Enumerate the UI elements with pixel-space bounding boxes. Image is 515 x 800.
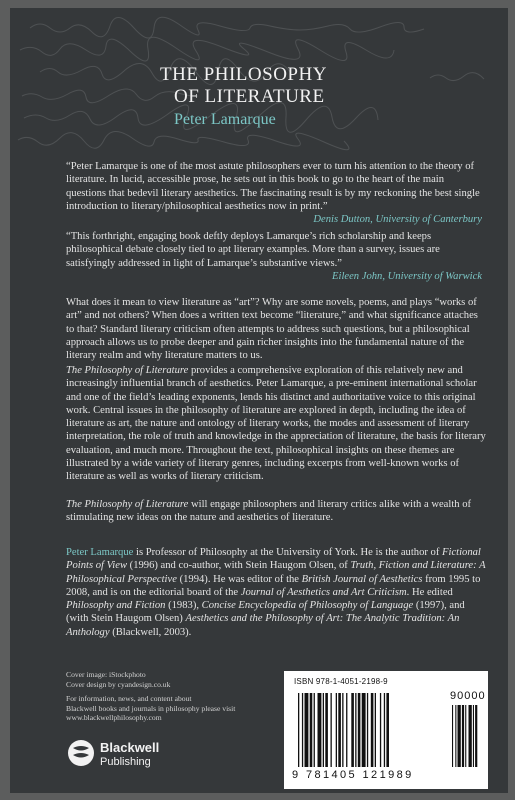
publisher-info: [66, 694, 235, 723]
barcode-digits: 9 781405 121989: [292, 769, 414, 781]
cover-design-credit: Cover design by cyandesign.co.uk: [66, 679, 171, 689]
logo-word-blackwell: Blackwell: [100, 740, 160, 755]
book-title-line-1: THE PHILOSOPHY: [160, 64, 327, 85]
bio-text: (Blackwell, 2003).: [109, 626, 192, 638]
isbn-text: ISBN 978-1-4051-2198-9: [294, 677, 388, 686]
book-author: Peter Lamarque: [174, 111, 276, 128]
book-title-italic: The Philosophy of Literature: [66, 499, 189, 510]
praise-quote-2: [66, 230, 486, 283]
bio-work-title: Fictional Points of View: [66, 547, 481, 572]
price-code: 90000: [450, 690, 486, 702]
praise-quote-1: [66, 160, 486, 226]
bio-text: (1997), and (with Stein Haugom Olsen): [66, 600, 465, 625]
bio-text: from 1995 to 2008, and is on the editorial board of the: [66, 573, 481, 598]
blackwell-logo-icon: [66, 738, 96, 768]
description-paragraph-3: [66, 498, 486, 525]
logo-word-publishing: Publishing: [100, 756, 151, 768]
bio-work-title: Aesthetics and the Philosophy of Art: The Analytic Tradition: An Anthology: [66, 613, 460, 638]
title-block: [160, 64, 420, 129]
bio-work-title: Philosophy and Fiction: [66, 600, 166, 612]
bio-text: (1983),: [165, 600, 202, 612]
bio-work-title: Journal of Aesthetics and Art Criticism: [240, 586, 407, 598]
description-text: What does it mean to view literature as “art”? Why are some novels, poems, and plays “works of art” and not others? When does a written text become “literature,” and what significance attaches to that? Standard literary criticism often attempts to address such questions, but a philosophical approach allows us to probe deeper and gain richer insights into the fundamental nature of the literary realm and why literature matters to us.: [66, 297, 478, 362]
publisher-logo: [66, 738, 160, 773]
book-title-italic: The Philosophy of Literature: [66, 365, 189, 376]
bio-text: (1996) and co-author, with Stein Haugom Olsen, of: [127, 560, 351, 572]
book-title-line-2: OF LITERATURE: [174, 86, 325, 107]
bio-author-name: Peter Lamarque: [66, 547, 134, 558]
info-website: www.blackwellphilosophy.com: [66, 713, 162, 723]
bio-text: is Professor of Philosophy at the University of York. He is the author of: [133, 547, 443, 558]
quote-text: “Peter Lamarque is one of the most astute philosophers ever to turn his attention to the theory of literature. In lucid, accessible prose, he sets out in this book to go to the heart of the main questions that bedevil literary aesthetics. The fascinating result is by my reckoning the best single introduction to literary/philosophical aesthetics now in print.”: [66, 161, 480, 212]
quote-attribution: Eileen John, University of Warwick: [332, 270, 482, 282]
description-paragraph-1: [66, 296, 486, 362]
bio-text: (1994). He was editor of the: [176, 573, 302, 585]
back-cover: [10, 8, 508, 793]
description-text: will engage philosophers and literary critics alike with a wealth of stimulating new ideas on the nature and aesthetics of literature.: [66, 499, 472, 524]
cover-credits: [66, 670, 170, 689]
quote-text: “This forthright, engaging book deftly deploys Lamarque’s rich scholarship and keeps philosophical debate closely tied to apt literary examples. More than a survey, issues are satisfyingly addressed in light of Lamarque’s substantive views.”: [66, 231, 440, 269]
info-line-2: Blackwell books and journals in philosophy please visit: [66, 703, 236, 713]
bio-work-title: Truth, Fiction and Literature: A Philosophical Perspective: [66, 560, 486, 585]
description-paragraph-2: [66, 364, 486, 484]
info-line-1: For information, news, and content about: [66, 694, 192, 703]
barcode-label: [284, 671, 488, 789]
quote-attribution: Denis Dutton, University of Canterbury: [313, 214, 482, 226]
barcode-icon: [294, 689, 478, 769]
bio-work-title: Concise Encyclopedia of Philosophy of Language: [201, 600, 414, 612]
author-bio: [66, 546, 486, 639]
description-text: provides a comprehensive exploration of this relatively new and increasingly influential branch of aesthetics. Peter Lamarque, a pre-eminent international scholar and one of the field’s leading exponents, lends his distinct and authoritative voice to this original work. Central issues in the philosophy of literature are explored in depth, including the idea of literature as art, the nature and ontology of literary works, the modes and assessment of literary interpretation, the role of truth and knowledge in the appreciation of literature, the basis for literary evaluation, and much more. Throughout the text, philosophical insights on these themes are illustrated by a wide variety of literary genres, including excerpts from well-known works of literature as well as works of literary criticism.: [66, 365, 486, 483]
bio-work-title: British Journal of Aesthetics: [301, 573, 423, 585]
bio-text: . He edited: [406, 586, 453, 598]
cover-image-credit: Cover image: iStockphoto: [66, 670, 146, 679]
